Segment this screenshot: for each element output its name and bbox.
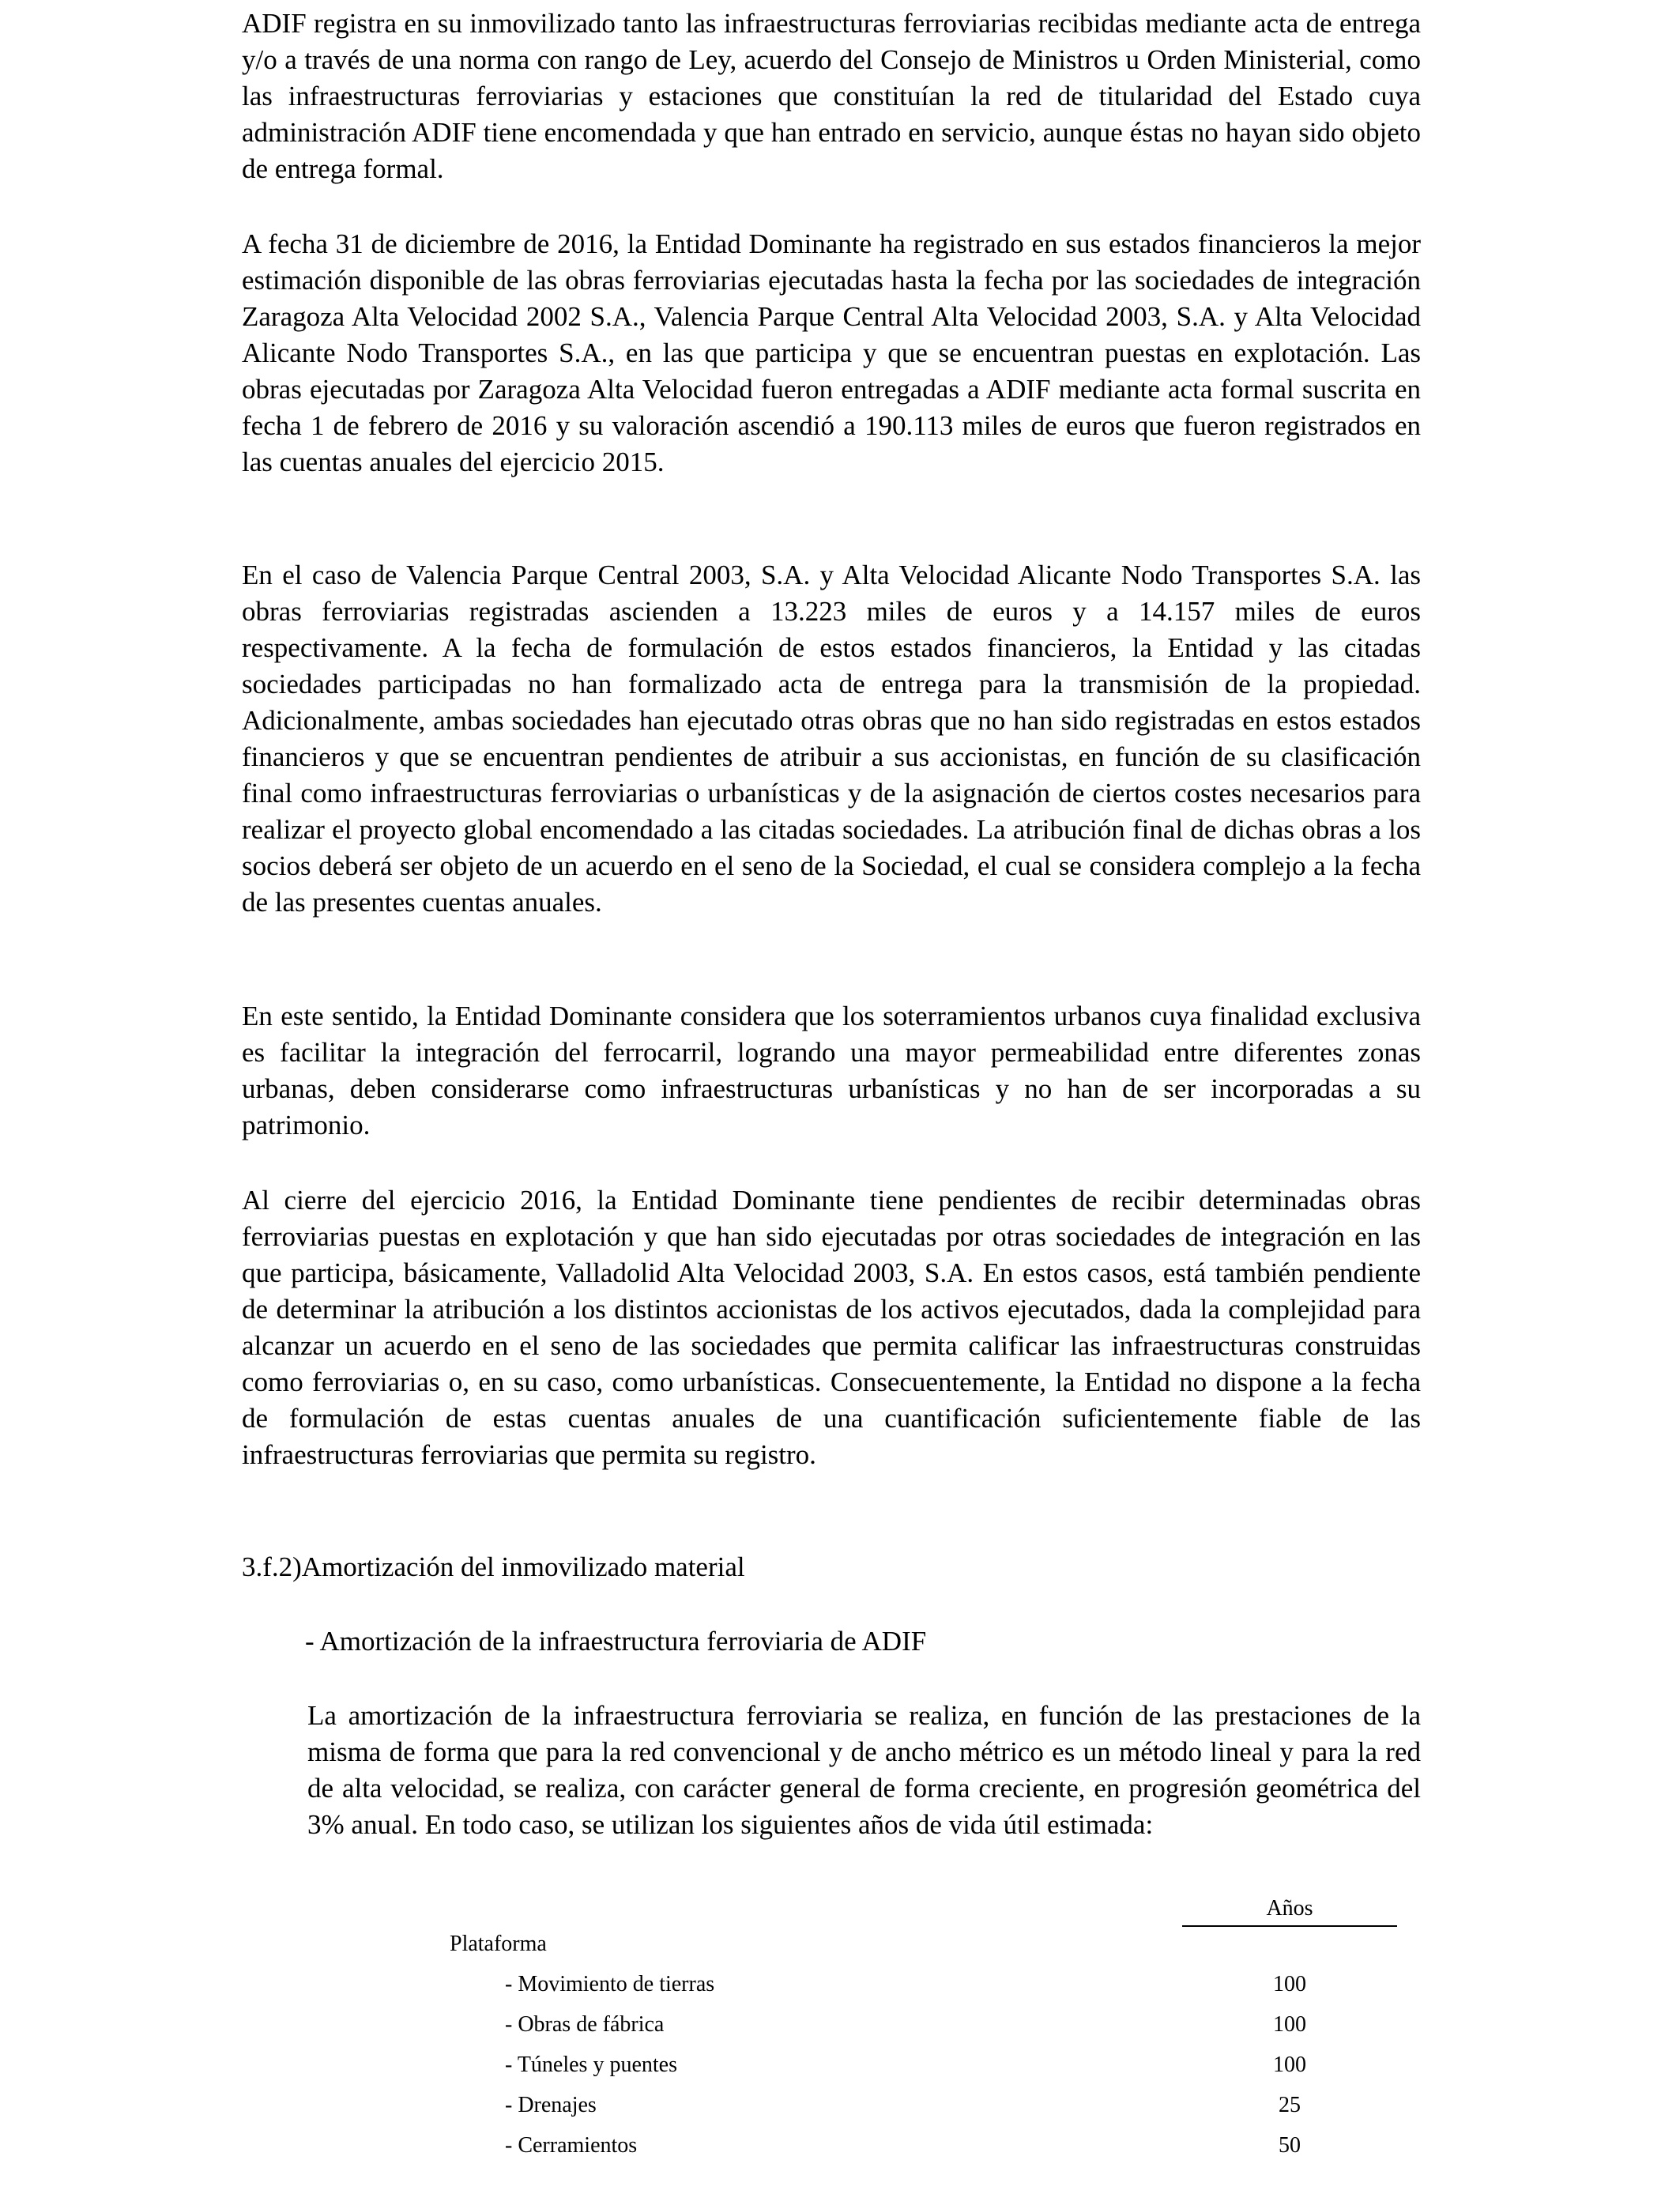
table-row [242, 2090, 1421, 2121]
table-group-row [242, 1928, 1421, 1960]
row-value: 100 [1273, 2012, 1306, 2037]
row-value: 100 [1273, 2053, 1306, 2077]
table-row [242, 2049, 1421, 2081]
group-label: Plataforma [450, 1932, 547, 1956]
section-subheading: - Amortización de la infraestructura ferroviaria de ADIF [305, 1626, 927, 1657]
column-header-anos: Años [1182, 1895, 1397, 1927]
paragraph-valencia-alicante: En el caso de Valencia Parque Central 2003, S.A. y Alta Velocidad Alicante Nodo Transportes S.A. las obras ferroviarias registradas ascienden a 13.223 miles de euros y a 14.157 miles de euros respectivamente. A la fecha de formulación de estos estados financieros, la Entidad y las citadas sociedades participadas no han formalizado acta de entrega para la transmisión de la propiedad. Adicionalmente, ambas sociedades han ejecutado otras obras que no han sido registradas en estos estados financieros y que se encuentran pendientes de atribuir a sus accionistas, en función de su clasificación final como infraestructuras ferroviarias o urbanísticas y de la asignación de ciertos costes necesarios para realizar el proyecto global encomendado a las citadas sociedades. La atribución final de dichas obras a los socios deberá ser objeto de un acuerdo en el seno de la Sociedad, el cual se considera complejo a la fecha de las presentes cuentas anuales. [242, 560, 1421, 918]
row-label: - Obras de fábrica [505, 2012, 665, 2037]
section-heading: 3.f.2)Amortización del inmovilizado material [242, 1551, 745, 1582]
paragraph-infraestructuras: ADIF registra en su inmovilizado tanto las infraestructuras ferroviarias recibidas mediante acta de entrega y/o a través de una norma con rango de Ley, acuerdo del Consejo de Ministros u Orden Ministerial, como las infraestructuras ferroviarias y estaciones que constituían la red de titularidad del Estado cuya administración ADIF tiene encomendada y que han entrado en servicio, aunque éstas no hayan sido objeto de entrega formal. [242, 8, 1421, 184]
row-label: - Cerramientos [505, 2133, 638, 2158]
paragraph-amortizacion: La amortización de la infraestructura ferroviaria se realiza, en función de las prestaciones de la misma de forma que para la red convencional y de ancho métrico es un método lineal y para la red de alta velocidad, se realiza, con carácter general de forma creciente, en progresión geométrica del 3% anual. En todo caso, se utilizan los siguientes años de vida útil estimada: [307, 1700, 1421, 1840]
table-row [242, 2130, 1421, 2162]
table-row [242, 1969, 1421, 2000]
table-row [242, 2009, 1421, 2041]
row-value: 100 [1273, 1972, 1306, 1996]
row-label: - Movimiento de tierras [505, 1972, 715, 1996]
row-value: 25 [1279, 2093, 1301, 2117]
paragraph-soterramientos: En este sentido, la Entidad Dominante considera que los soterramientos urbanos cuya finalidad exclusiva es facilitar la integración del ferrocarril, logrando una mayor permeabilidad entre diferentes zonas urbanas, deben considerarse como infraestructuras urbanísticas y no han de ser incorporadas a su patrimonio. [242, 1001, 1421, 1140]
paragraph-estimacion-obras: A fecha 31 de diciembre de 2016, la Entidad Dominante ha registrado en sus estados financieros la mejor estimación disponible de las obras ferroviarias ejecutadas hasta la fecha por las sociedades de integración Zaragoza Alta Velocidad 2002 S.A., Valencia Parque Central Alta Velocidad 2003, S.A. y Alta Velocidad Alicante Nodo Transportes S.A., en las que participa y que se encuentran puestas en explotación. Las obras ejecutadas por Zaragoza Alta Velocidad fueron entregadas a ADIF mediante acta formal suscrita en fecha 1 de febrero de 2016 y su valoración ascendió a 190.113 miles de euros que fueron registrados en las cuentas anuales del ejercicio 2015. [242, 228, 1421, 477]
row-value: 50 [1279, 2133, 1301, 2158]
paragraph-cierre-ejercicio: Al cierre del ejercicio 2016, la Entidad Dominante tiene pendientes de recibir determinadas obras ferroviarias puestas en explotación y que han sido ejecutadas por otras sociedades de integración en las que participa, básicamente, Valladolid Alta Velocidad 2003, S.A. En estos casos, está también pendiente de determinar la atribución a los distintos accionistas de los activos ejecutados, dada la complejidad para alcanzar un acuerdo en el seno de las sociedades que permita calificar las infraestructuras construidas como ferroviarias o, en su caso, como urbanísticas. Consecuentemente, la Entidad no dispone a la fecha de formulación de estas cuentas anuales de una cuantificación suficientemente fiable de las infraestructuras ferroviarias que permita su registro. [242, 1185, 1421, 1470]
row-label: - Drenajes [505, 2093, 597, 2117]
row-label: - Túneles y puentes [505, 2053, 677, 2077]
